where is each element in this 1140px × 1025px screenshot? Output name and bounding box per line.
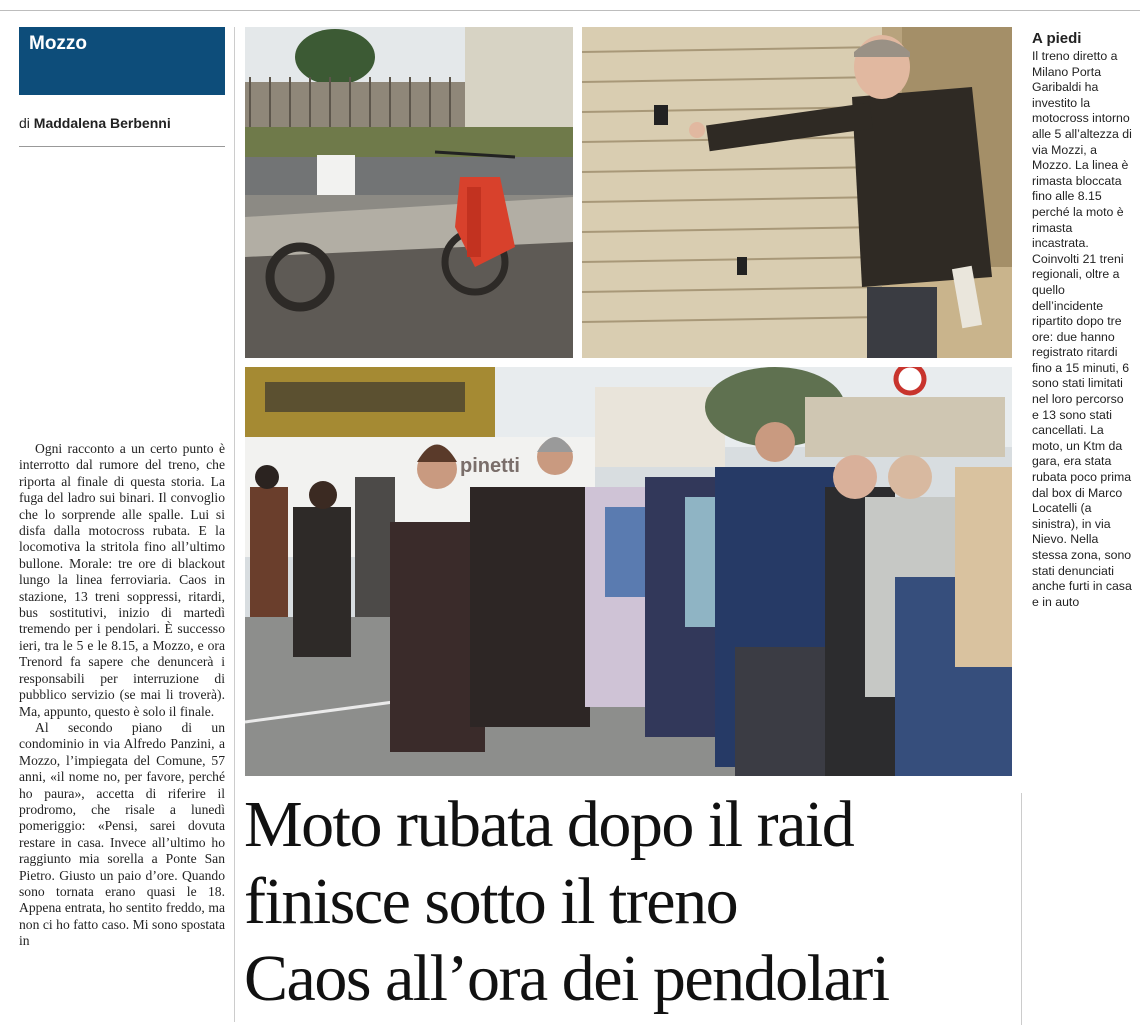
headline-line: finisce sotto il treno — [244, 865, 738, 938]
section-header — [19, 27, 225, 95]
article-paragraph: Al secondo piano di un condominio in via Alfredo Panzini, a Mozzo, l’impiegata del Comune, 57 anni, «il nome no, per favore, perché ho paura», accetta di riferire il prodromo, che risale a lunedì pomeriggio: «Pensi, sarei dovuta restare in casa. Invece all’ultimo ho raggiunto mia sorella a Ponte San Pietro. Giusto un paio d’ore. Quando sono tornata erano quasi le 18. Appena entrata, ho sentito freddo, ma non ci ho fatto caso. Mi sono spostata in — [19, 719, 225, 949]
headline-rule — [1021, 793, 1022, 1025]
bus-lettering: pinetti — [460, 455, 520, 477]
sidebar-box — [1032, 30, 1132, 610]
headline — [244, 786, 1014, 1017]
byline-prefix: di — [19, 115, 30, 131]
article-paragraph: Ogni racconto a un certo punto è interrotto dal rumore del treno, che riporta al finale di questa storia. La fuga del ladro sui binari. Il convoglio che lo sorprende alle spalle. Lui si disfa dalla motocross rubata. E la locomotiva la stritola fino all’ultimo bullone. Morale: tre ore di blackout lungo la linea ferroviaria. Caos in stazione, 13 treni soppressi, ritardi, bus sostitutivi, inizio di martedì tremendo per i pendolari. È successo ieri, tra le 5 e le 8.15, a Mozzo, e ora Trenord fa sapere che denuncerà i responsabili per interruzione di pubblico servizio (se mai li troverà). Ma, appunto, questo è solo il finale. — [19, 441, 225, 719]
byline — [19, 115, 225, 131]
article-body — [19, 441, 225, 950]
sidebar-text: Il treno diretto a Milano Porta Garibaldi ha investito la motocross intorno alle 5 all’altezza di via Mozzi, a Mozzo. La linea è rimasta bloccata fino alle 8.15 perché la moto è rimasta incastrata. Coinvolti 21 treni regionali, oltre a quello dell’incidente ripartito dopo tre ore: due hanno registrato ritardi fino a 15 minuti, 6 sono stati limitati nel loro percorso e 13 sono stati cancellati. La moto, un Ktm da gara, era stata rubata poco prima dal box di Marco Locatelli (a sinistra), in via Nievo. Nella stessa zona, sono stati denunciati anche furti in casa e in auto — [1032, 49, 1132, 609]
headline-line: Caos all’ora dei pendolari — [244, 942, 889, 1015]
section-label: Mozzo — [29, 33, 88, 54]
headline-line: Moto rubata dopo il raid — [244, 788, 854, 861]
byline-author: Maddalena Berbenni — [33, 115, 171, 131]
column-rule — [234, 27, 235, 1022]
photo-motorcycle-tracks — [245, 27, 573, 358]
byline-rule — [19, 146, 225, 147]
top-rule — [0, 10, 1140, 11]
sidebar-title: A piedi — [1032, 30, 1082, 47]
photo-commuters-crowd — [245, 367, 1012, 776]
photo-garage-man — [582, 27, 1012, 358]
